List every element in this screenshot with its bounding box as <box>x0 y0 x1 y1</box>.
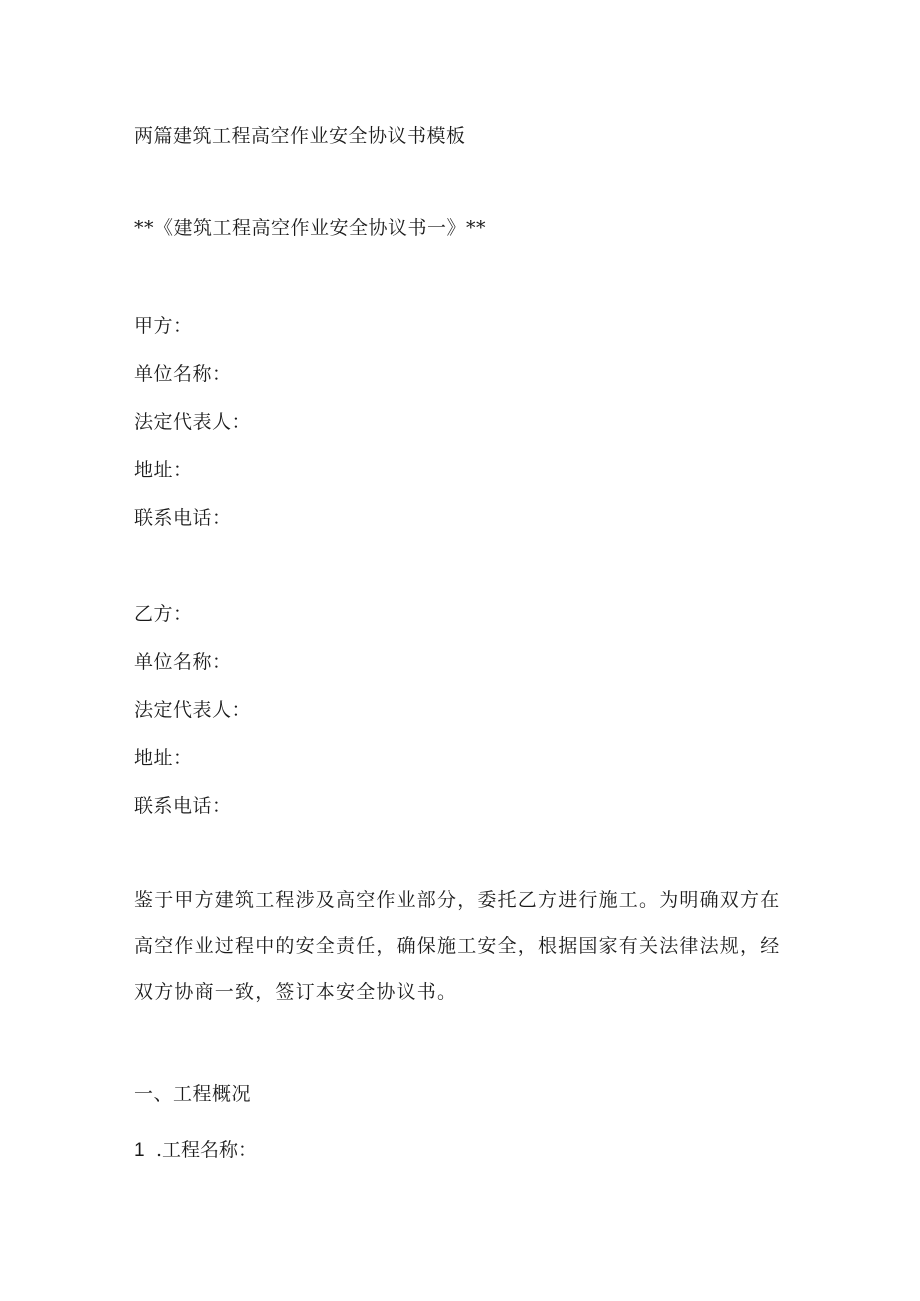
party-b-address: 地址： <box>134 747 193 769</box>
item-number: 1 <box>134 1140 145 1161</box>
party-b-heading: 乙方： <box>134 603 193 625</box>
party-a-address: 地址： <box>134 459 193 481</box>
section-1-heading: 一、工程概况 <box>134 1083 252 1105</box>
item-label: .工程名称： <box>156 1139 258 1161</box>
document-title: 两篇建筑工程高空作业安全协议书模板 <box>134 125 466 147</box>
party-b-phone: 联系电话： <box>134 795 232 817</box>
party-b-unit-name: 单位名称： <box>134 651 232 673</box>
preamble-paragraph: 鉴于甲方建筑工程涉及高空作业部分，委托乙方进行施工。为明确双方在高空作业过程中的安全责任，确保施工安全，根据国家有关法律法规，经双方协商一致，签订本安全协议书。 <box>134 889 781 1003</box>
agreement-subtitle: **《建筑工程高空作业安全协议书一》** <box>134 217 487 239</box>
party-a-heading: 甲方： <box>134 315 193 337</box>
section-1-item-1 <box>134 1137 257 1164</box>
party-a-legal-rep: 法定代表人： <box>134 411 252 433</box>
party-a-unit-name: 单位名称： <box>134 363 232 385</box>
party-b-legal-rep: 法定代表人： <box>134 699 252 721</box>
party-a-phone: 联系电话： <box>134 507 232 529</box>
